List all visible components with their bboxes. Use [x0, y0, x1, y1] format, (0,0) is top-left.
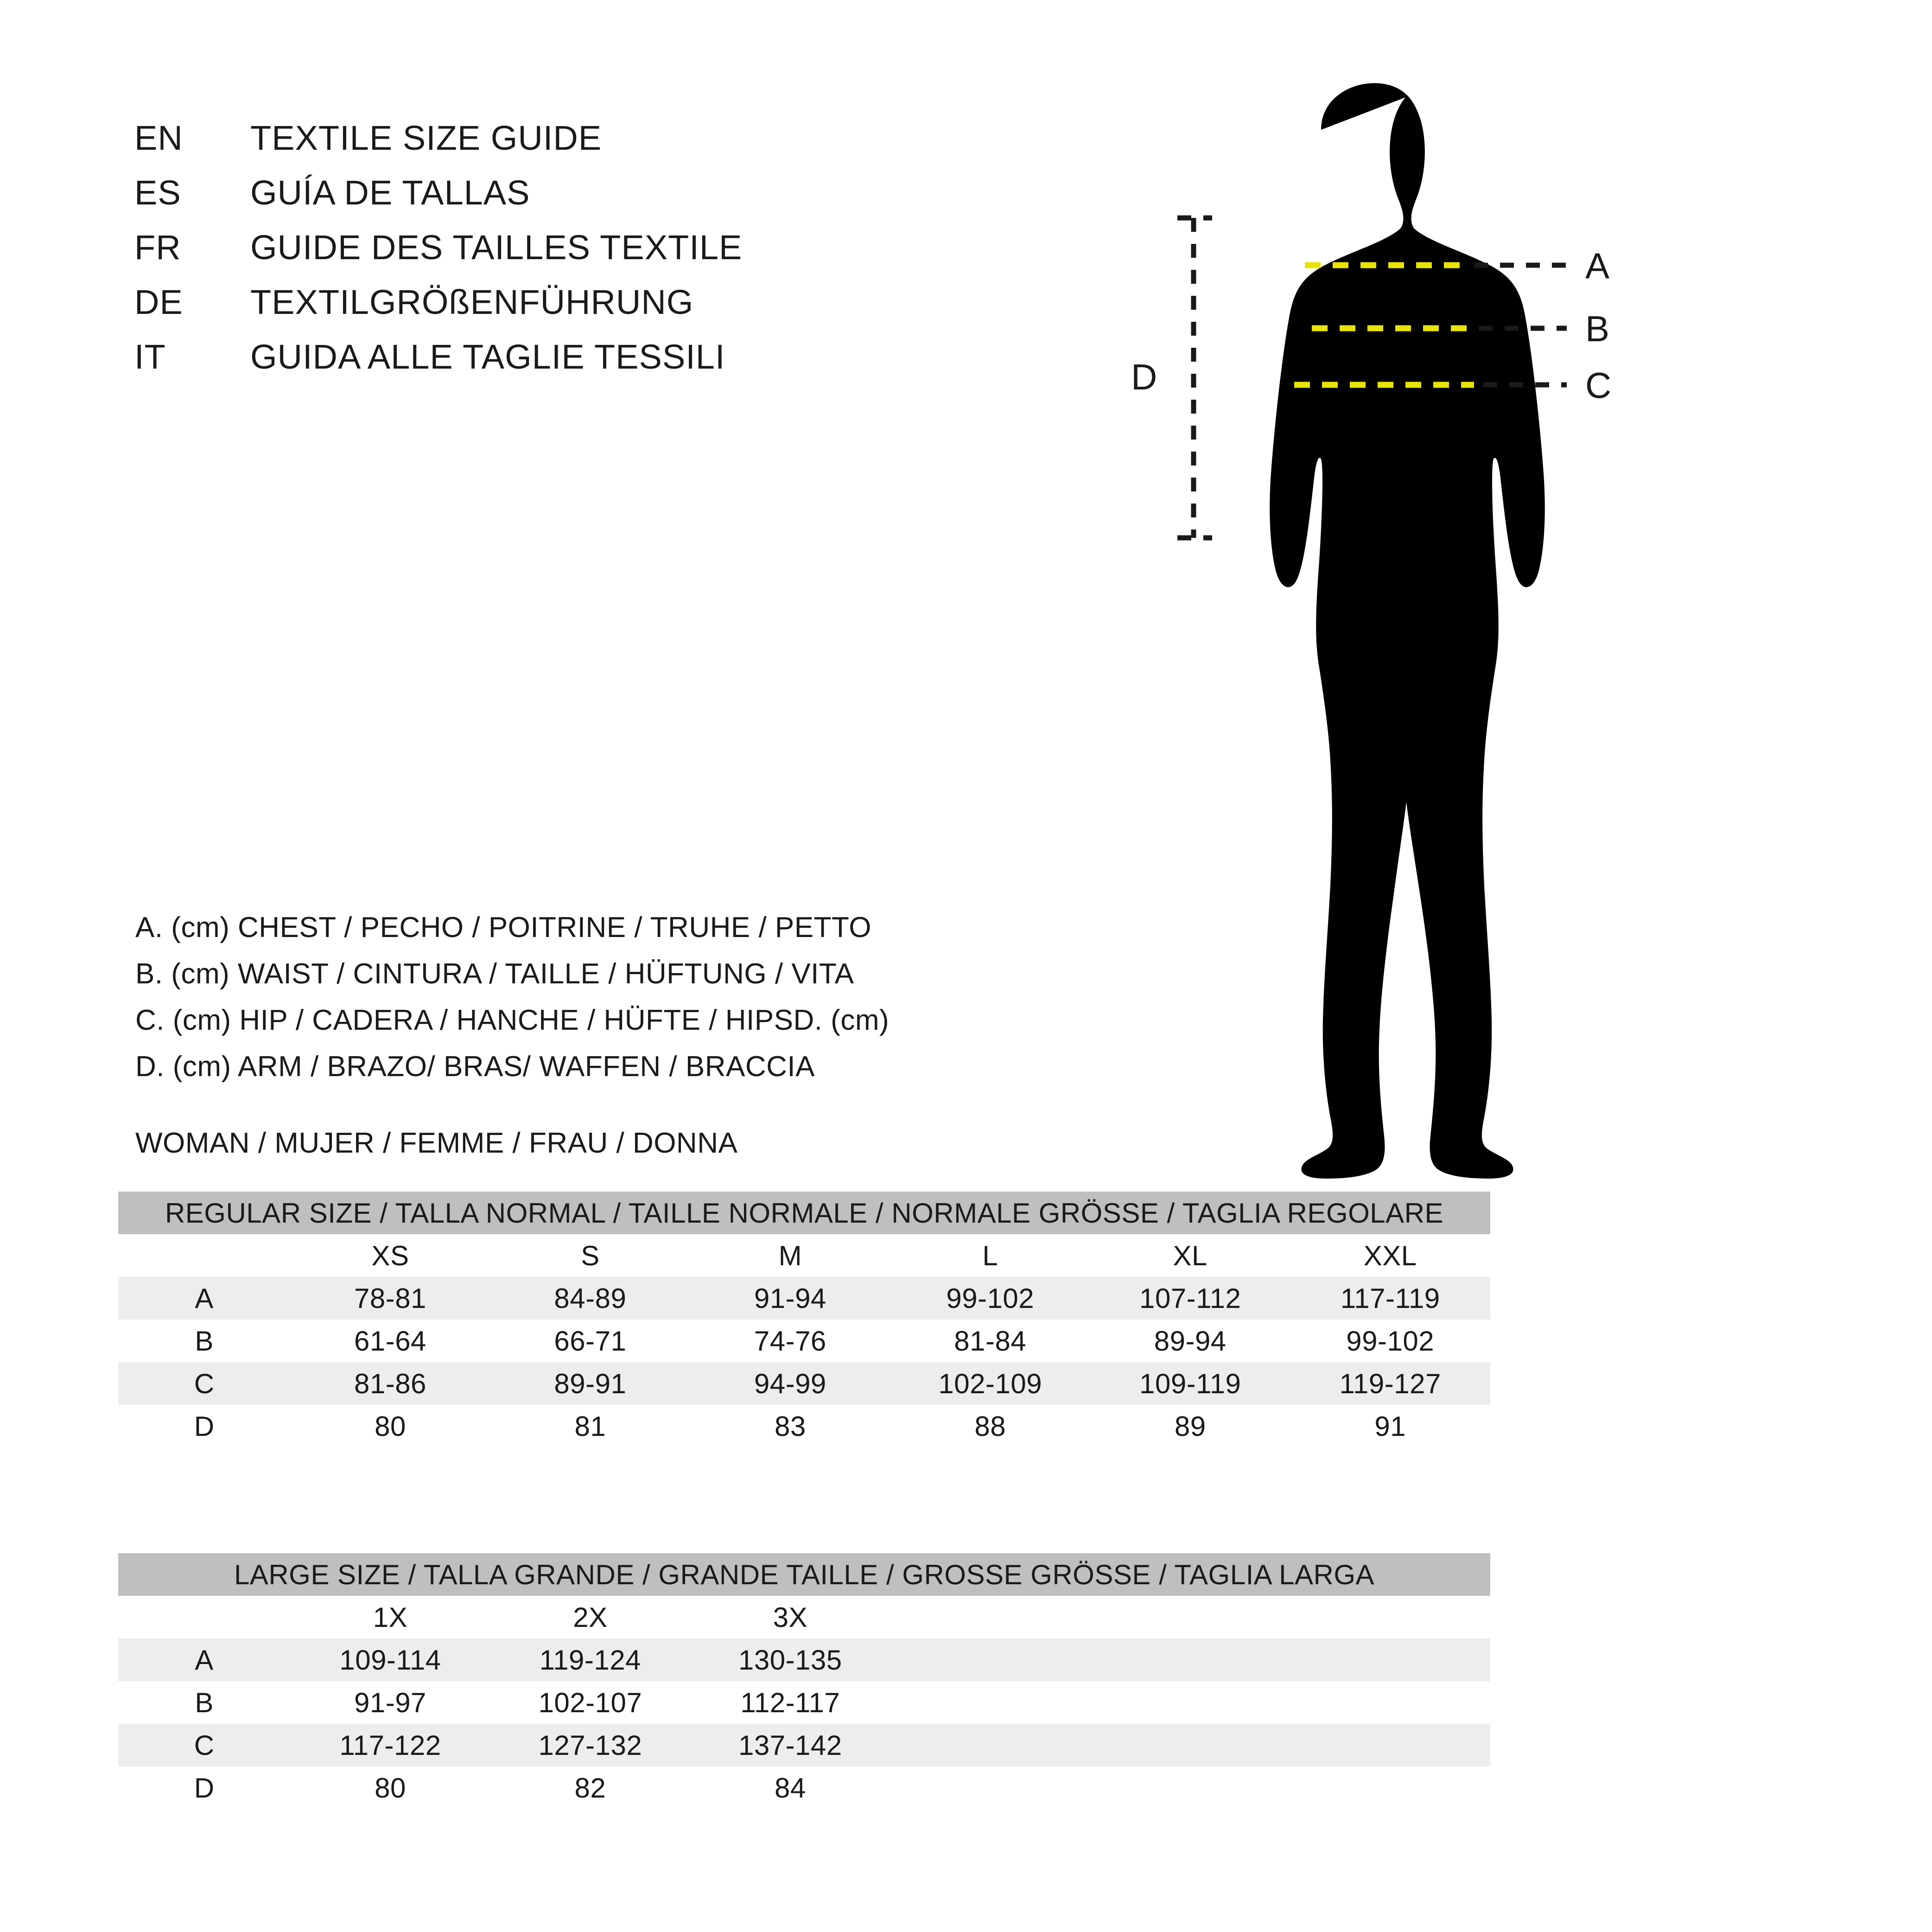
col-head-empty-3 — [1290, 1596, 1490, 1639]
table-row — [118, 1320, 1490, 1362]
cell: 119-127 — [1290, 1362, 1490, 1405]
cell — [890, 1681, 1090, 1724]
cell: 137-142 — [690, 1724, 890, 1766]
cell — [890, 1724, 1090, 1766]
cell: 80 — [290, 1766, 490, 1809]
col-head-xl: XL — [1090, 1234, 1290, 1277]
col-head-1x: 1X — [290, 1596, 490, 1639]
cell — [1090, 1724, 1290, 1766]
language-title: GUIDE DES TAILLES TEXTILE — [250, 228, 743, 267]
cell — [1290, 1639, 1490, 1681]
row-label: D — [118, 1405, 290, 1447]
cell — [890, 1766, 1090, 1809]
cell: 112-117 — [690, 1681, 890, 1724]
cell: 81-86 — [290, 1362, 490, 1405]
marker-label-b: B — [1585, 308, 1610, 349]
table-row — [118, 1362, 1490, 1405]
cell: 74-76 — [690, 1320, 890, 1362]
cell: 107-112 — [1090, 1277, 1290, 1320]
table-row — [118, 1724, 1490, 1766]
silhouette-icon — [1270, 83, 1545, 1179]
col-head-empty-1 — [890, 1596, 1090, 1639]
table-column-headers — [118, 1234, 1490, 1277]
row-label: B — [118, 1681, 290, 1724]
cell — [1290, 1766, 1490, 1809]
language-title: GUIDA ALLE TAGLIE TESSILI — [250, 338, 725, 376]
cell: 99-102 — [1290, 1320, 1490, 1362]
cell: 91-94 — [690, 1277, 890, 1320]
language-row — [134, 337, 742, 392]
row-label: A — [118, 1277, 290, 1320]
cell: 89 — [1090, 1405, 1290, 1447]
cell — [1090, 1639, 1290, 1681]
row-label: C — [118, 1724, 290, 1766]
language-title: GUÍA DE TALLAS — [250, 173, 530, 212]
language-code: ES — [134, 173, 181, 212]
audience-label: WOMAN / MUJER / FEMME / FRAU / DONNA — [135, 1127, 738, 1159]
language-title-list — [134, 118, 742, 392]
col-head-m: M — [690, 1234, 890, 1277]
large-band-label: LARGE SIZE / TALLA GRANDE / GRANDE TAILLE / GROSSE GRÖSSE / TAGLIA LARGA — [118, 1553, 1490, 1596]
col-head-3x: 3X — [690, 1596, 890, 1639]
marker-label-d: D — [1131, 357, 1157, 397]
cell: 102-109 — [890, 1362, 1090, 1405]
language-row — [134, 282, 742, 337]
legend-line-b: B. (cm) WAIST / CINTURA / TAILLE / HÜFTUNG / VITA — [135, 958, 854, 990]
col-head-empty-2 — [1090, 1596, 1290, 1639]
cell: 109-119 — [1090, 1362, 1290, 1405]
table-row — [118, 1681, 1490, 1724]
cell: 91-97 — [290, 1681, 490, 1724]
cell: 80 — [290, 1405, 490, 1447]
legend-line-d: D. (cm) ARM / BRAZO/ BRAS/ WAFFEN / BRACCIA — [135, 1051, 815, 1083]
language-row — [134, 173, 742, 228]
marker-label-c: C — [1585, 365, 1612, 406]
cell: 130-135 — [690, 1639, 890, 1681]
language-code: FR — [134, 228, 181, 267]
cell: 127-132 — [490, 1724, 690, 1766]
col-head-xs: XS — [290, 1234, 490, 1277]
cell: 61-64 — [290, 1320, 490, 1362]
col-head-blank — [118, 1596, 290, 1639]
cell: 89-91 — [490, 1362, 690, 1405]
cell: 81 — [490, 1405, 690, 1447]
legend-line-c: C. (cm) HIP / CADERA / HANCHE / HÜFTE / HIPSD. (cm) — [135, 1004, 890, 1036]
row-label: C — [118, 1362, 290, 1405]
cell — [890, 1639, 1090, 1681]
cell: 91 — [1290, 1405, 1490, 1447]
cell: 82 — [490, 1766, 690, 1809]
table-row — [118, 1639, 1490, 1681]
female-silhouette-figure — [1103, 56, 1891, 1215]
cell: 117-119 — [1290, 1277, 1490, 1320]
language-code: DE — [134, 283, 183, 321]
table-row — [118, 1766, 1490, 1809]
language-title: TEXTILGRÖßENFÜHRUNG — [250, 283, 694, 321]
language-row — [134, 118, 742, 173]
cell: 88 — [890, 1405, 1090, 1447]
cell: 94-99 — [690, 1362, 890, 1405]
cell — [1290, 1681, 1490, 1724]
cell: 83 — [690, 1405, 890, 1447]
measurement-legend — [135, 911, 889, 1097]
table-column-headers — [118, 1596, 1490, 1639]
large-size-table-wrap — [118, 1553, 1490, 1809]
row-label: B — [118, 1320, 290, 1362]
cell — [1290, 1724, 1490, 1766]
table-row — [118, 1277, 1490, 1320]
language-code: EN — [134, 119, 183, 157]
cell: 102-107 — [490, 1681, 690, 1724]
col-head-s: S — [490, 1234, 690, 1277]
cell: 81-84 — [890, 1320, 1090, 1362]
large-size-table — [118, 1553, 1490, 1809]
cell: 78-81 — [290, 1277, 490, 1320]
language-title: TEXTILE SIZE GUIDE — [250, 119, 602, 157]
regular-band-label: REGULAR SIZE / TALLA NORMAL / TAILLE NORMALE / NORMALE GRÖSSE / TAGLIA REGOLARE — [118, 1192, 1490, 1234]
col-head-2x: 2X — [490, 1596, 690, 1639]
regular-size-table-wrap — [118, 1192, 1490, 1447]
table-band-header — [118, 1192, 1490, 1234]
col-head-blank — [118, 1234, 290, 1277]
marker-label-a: A — [1585, 245, 1610, 286]
cell: 119-124 — [490, 1639, 690, 1681]
cell: 84-89 — [490, 1277, 690, 1320]
cell: 89-94 — [1090, 1320, 1290, 1362]
table-band-header — [118, 1553, 1490, 1596]
cell: 66-71 — [490, 1320, 690, 1362]
language-code: IT — [134, 338, 166, 376]
row-label: D — [118, 1766, 290, 1809]
col-head-xxl: XXL — [1290, 1234, 1490, 1277]
legend-line-a: A. (cm) CHEST / PECHO / POITRINE / TRUHE / PETTO — [135, 912, 871, 944]
cell: 99-102 — [890, 1277, 1090, 1320]
arm-length-bracket — [1177, 218, 1212, 538]
cell — [1090, 1766, 1290, 1809]
cell — [1090, 1681, 1290, 1724]
row-label: A — [118, 1639, 290, 1681]
cell: 84 — [690, 1766, 890, 1809]
cell: 109-114 — [290, 1639, 490, 1681]
table-row — [118, 1405, 1490, 1447]
cell: 117-122 — [290, 1724, 490, 1766]
col-head-l: L — [890, 1234, 1090, 1277]
language-row — [134, 228, 742, 282]
regular-size-table — [118, 1192, 1490, 1447]
